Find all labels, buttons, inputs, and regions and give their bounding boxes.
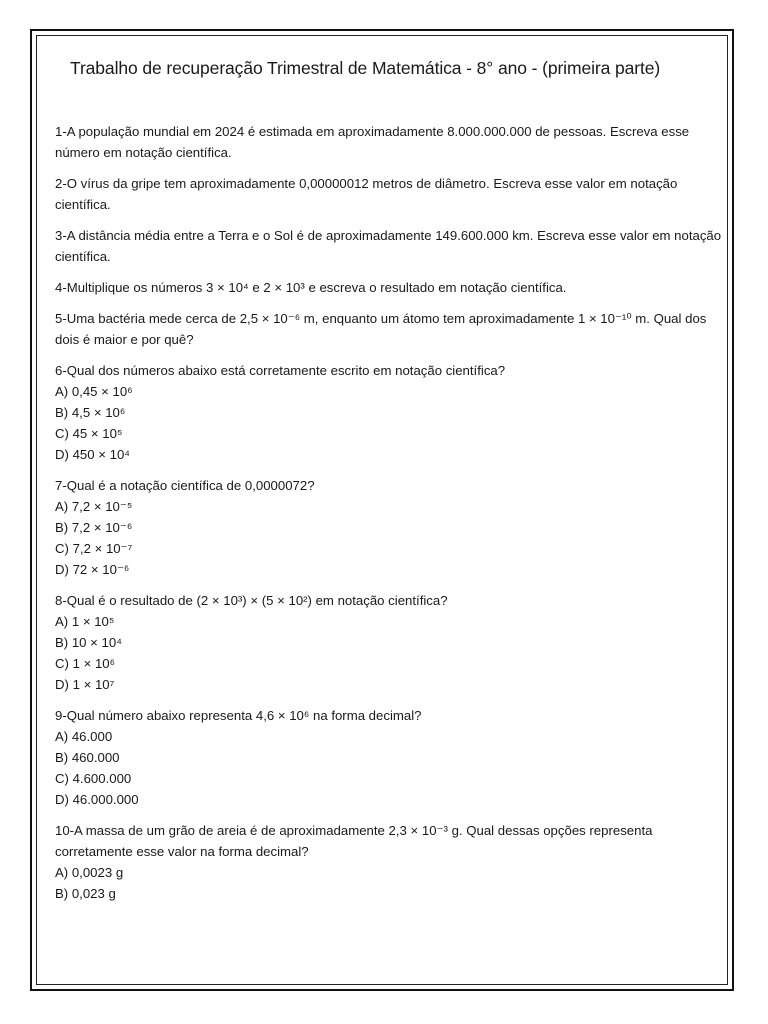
- question-4: [55, 277, 725, 298]
- option-d: D) 1 × 10⁷: [55, 677, 115, 692]
- question-7: [55, 475, 725, 580]
- question-text: 7-Qual é a notação científica de 0,0000072?: [55, 478, 315, 493]
- option-a: A) 7,2 × 10⁻⁵: [55, 499, 133, 514]
- question-5: [55, 308, 725, 350]
- option-b: B) 460.000: [55, 750, 120, 765]
- question-9: [55, 705, 725, 810]
- question-1: [55, 121, 725, 163]
- question-text: 1-A população mundial em 2024 é estimada em aproximadamente 8.000.000.000 de pessoas. Escreva esse número em notação científica.: [55, 124, 690, 160]
- question-text: 8-Qual é o resultado de (2 × 10³) × (5 × 10²) em notação científica?: [55, 593, 448, 608]
- question-text: 4-Multiplique os números 3 × 10⁴ e 2 × 10³ e escreva o resultado em notação científica.: [55, 280, 567, 295]
- option-d: D) 450 × 10⁴: [55, 447, 130, 462]
- question-text: 6-Qual dos números abaixo está corretamente escrito em notação científica?: [55, 363, 506, 378]
- question-8: [55, 590, 725, 695]
- option-b: B) 10 × 10⁴: [55, 635, 122, 650]
- option-c: C) 45 × 10⁵: [55, 426, 123, 441]
- option-c: C) 7,2 × 10⁻⁷: [55, 541, 133, 556]
- question-text: 10-A massa de um grão de areia é de aproximadamente 2,3 × 10⁻³ g. Qual dessas opções representa corretamente esse valor na forma decimal?: [55, 823, 653, 859]
- question-text: 2-O vírus da gripe tem aproximadamente 0,00000012 metros de diâmetro. Escreva esse valor em notação científica.: [55, 176, 678, 212]
- questions-list: [55, 121, 725, 914]
- option-c: C) 1 × 10⁶: [55, 656, 116, 671]
- option-a: A) 46.000: [55, 729, 113, 744]
- question-2: [55, 173, 725, 215]
- option-a: A) 1 × 10⁵: [55, 614, 115, 629]
- question-10: [55, 820, 725, 904]
- document-title: Trabalho de recuperação Trimestral de Matemática - 8° ano - (primeira parte): [70, 58, 661, 78]
- question-6: [55, 360, 725, 465]
- question-text: 9-Qual número abaixo representa 4,6 × 10⁶ na forma decimal?: [55, 708, 422, 723]
- option-a: A) 0,45 × 10⁶: [55, 384, 133, 399]
- option-a: A) 0,0023 g: [55, 865, 124, 880]
- option-d: D) 46.000.000: [55, 792, 139, 807]
- question-text: 3-A distância média entre a Terra e o Sol é de aproximadamente 149.600.000 km. Escreva esse valor em notação científica.: [55, 228, 722, 264]
- option-c: C) 4.600.000: [55, 771, 132, 786]
- option-b: B) 0,023 g: [55, 886, 116, 901]
- question-3: [55, 225, 725, 267]
- option-b: B) 4,5 × 10⁶: [55, 405, 126, 420]
- option-d: D) 72 × 10⁻⁶: [55, 562, 130, 577]
- question-text: 5-Uma bactéria mede cerca de 2,5 × 10⁻⁶ m, enquanto um átomo tem aproximadamente 1 × 10⁻¹⁰ m. Qual dos dois é maior e por quê?: [55, 311, 707, 347]
- option-b: B) 7,2 × 10⁻⁶: [55, 520, 133, 535]
